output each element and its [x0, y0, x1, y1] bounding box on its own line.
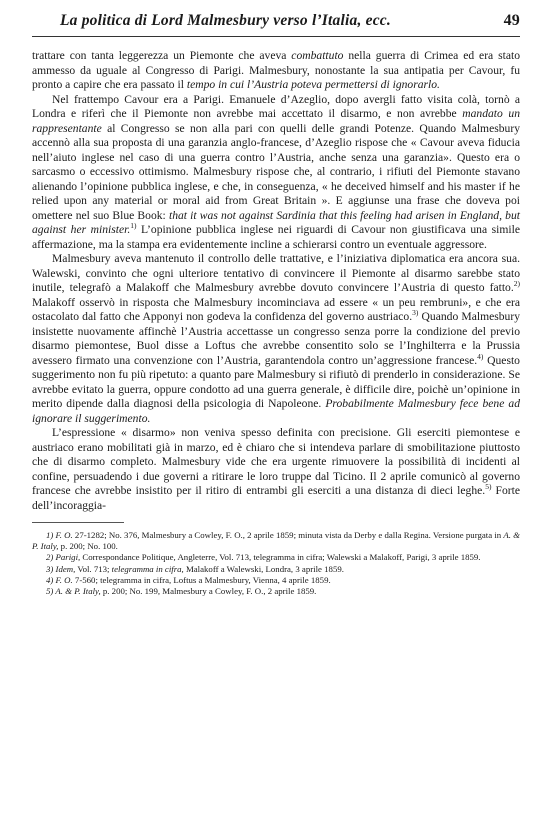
text-run: p. 200; No. 199, Malmesbury a Cowley, F. O., 2 aprile 1859. [100, 586, 317, 597]
text-run: Nel frattempo Cavour era a Parigi. Emanuele d’Azeglio, dopo avergli fatto visita colà, tornò a Londra e riferì che il Piemonte non avrebbe mai accettato il disarmo, e non avrebbe [32, 92, 520, 120]
footnote [32, 586, 520, 597]
italic-run: 4) [46, 574, 56, 585]
paragraph [32, 426, 520, 513]
footnote-ref: 4) [477, 351, 484, 361]
text-run: nella guerra di Crimea ed era stato ammesso da uguale al Congresso di Parigi. Malmesbury, nonostante la sua antipatia per Cavour, fu pronto a capire che era passato il [32, 49, 520, 91]
footnote-ref: 3) [412, 308, 419, 318]
text-run: Correspondance Politique, Angleterre, Vol. 713, telegramma in cifra; Walewski a Malakoff, Parigi, 3 aprile 1859. [80, 552, 481, 563]
footnote-ref: 1) [130, 221, 137, 231]
italic-run: that it was not against Sardinia that this feeling had arisen in England, but against her minister. [32, 208, 520, 236]
text-run: Malakoff osservò in risposta che Malmesbury incominciava ad essere « un peu rembruni», e che era ostacolato dal fatto che Apponyi non godeva la confidenza del governo austriaco. [32, 295, 520, 323]
text-run: L’espressione « disarmo» non veniva spesso definita con precisione. Gli eserciti piemontese e austriaco erano mobilitati già in marzo, ed è chiaro che si intendeva parlare di smobilitazione piuttosto che di disarmo completo. Malmesbury vide che era urgente rimuovere la possibilità di incidenti al confine, persuadendo i due governi a ritirare le loro truppe dal Ticino. Il 2 aprile comunicò al governo francese che avrebbe insistito per il ritiro di entrambi gli eserciti a una distanza di dieci leghe. [32, 426, 520, 497]
text-run: Forte dell’incoraggia- [32, 484, 521, 512]
page-number: 49 [503, 12, 520, 29]
footnote-ref: 5) [485, 482, 492, 492]
italic-run: 1) [46, 530, 56, 540]
italic-run: A. & P. Italy, [32, 530, 520, 552]
text-run: 27-1282; No. 376, Malmesbury a Cowley, F. O., 2 aprile 1859; minuta vista da Derby e dalla Regina. Versione purgata in [72, 530, 504, 540]
footnote [32, 530, 520, 552]
text-run: Malmesbury aveva mantenuto il controllo delle trattative, e l’iniziativa diplomatica era ancora sua. Walewski, convinto che ogni ulteriore tentativo di convincere il Piemonte al disarmo sarebbe stato inutile, telegrafò a Malakoff che Malmesbury avrebbe dovuto convincere l’Austria di questo fatto. [32, 252, 520, 294]
footnote-ref: 2) [513, 279, 520, 289]
italic-run: mandato un rappresentante [32, 107, 520, 135]
italic-run: A. & P. Italy, [55, 586, 101, 597]
italic-run: Idem, [55, 563, 76, 574]
italic-run: combattuto [291, 49, 344, 62]
page [32, 12, 520, 597]
footnote-rule [32, 522, 124, 523]
text-run: p. 200; No. 100. [58, 541, 118, 552]
text-run: Quando Malmesbury insistette nuovamente affinchè l’Austria accettasse un congresso senza porre la condizione del previo disarmo piemontese, Buol disse a Loftus che avrebbe consentito solo se l’Inghilterra e la Prussia avessero firmato una convenzione con l’Austria, garantendola contro un’aggressione francese. [32, 310, 521, 367]
body-text [32, 49, 520, 513]
footnote [32, 552, 520, 563]
text-run: 7-560; telegramma in cifra, Loftus a Malmesbury, Vienna, 4 aprile 1859. [72, 574, 331, 585]
italic-run: 2) [46, 552, 56, 563]
text-run: al Congresso se non alla pari con quelli delle grandi Potenze. Quando Malmesbury accennò alla sua proposta di una garanzia anglo-francese, d’Azeglio rispose che « Cavour aveva fiducia nell’aiuto inglese nel caso di una guerra contro l’Austria, anche senza una garanzia». Questo era o sarcasmo o eccessivo ottimismo. Malmesbury rispose che, al contrario, i rifiuti del Piemonte stavano alienando l’opinione pubblica inglese, e che, in conseguenza, « he deceived himself and his master if he relied upon any material or moral aid from Great Britain ». E aggiunse una frase che doveva poi omettere nel suo Blue Book: [32, 121, 520, 222]
italic-run: F. O. [55, 530, 73, 540]
running-title: La politica di Lord Malmesbury verso l’Italia, ecc. [60, 12, 391, 29]
running-header [32, 12, 520, 36]
italic-run: 3) [46, 563, 56, 574]
italic-run: 5) [46, 586, 56, 597]
italic-run: F. O. [55, 574, 73, 585]
text-run: Questo suggerimento non fu più ripetuto: a quanto pare Malmesbury si rifiutò di prenderlo in considerazione. Se avrebbe evitato la guerra, oppure condotto ad una guerra generale, è difficile dire, poichè un’opinione in merito dipende dalla diagnosi della psicologia di Napoleone. [32, 353, 520, 410]
footnote [32, 564, 520, 575]
paragraph [32, 252, 520, 426]
text-run: Malakoff a Walewski, Londra, 3 aprile 1859. [183, 563, 344, 574]
text-run: trattare con tanta leggerezza un Piemonte che aveva [32, 49, 292, 62]
text-run: L’opinione pubblica inglese nei riguardi di Cavour non giustificava una simile affermazione, ma la stampa era evidentemente incline a schierarsi contro un eventuale aggressore. [32, 223, 520, 251]
text-run: Vol. 713; [75, 563, 112, 574]
italic-run: tempo in cui l’Austria poteva permettersi di ignorarlo. [186, 78, 440, 91]
paragraph [32, 49, 520, 93]
italic-run: Parigi, [55, 552, 81, 563]
italic-run: telegramma in cifra, [111, 563, 184, 574]
italic-run: Probabilmente Malmesbury fece bene ad ignorare il suggerimento. [32, 397, 520, 425]
header-rule [32, 36, 520, 37]
paragraph [32, 93, 520, 253]
footnote [32, 575, 520, 586]
footnotes [32, 530, 520, 597]
